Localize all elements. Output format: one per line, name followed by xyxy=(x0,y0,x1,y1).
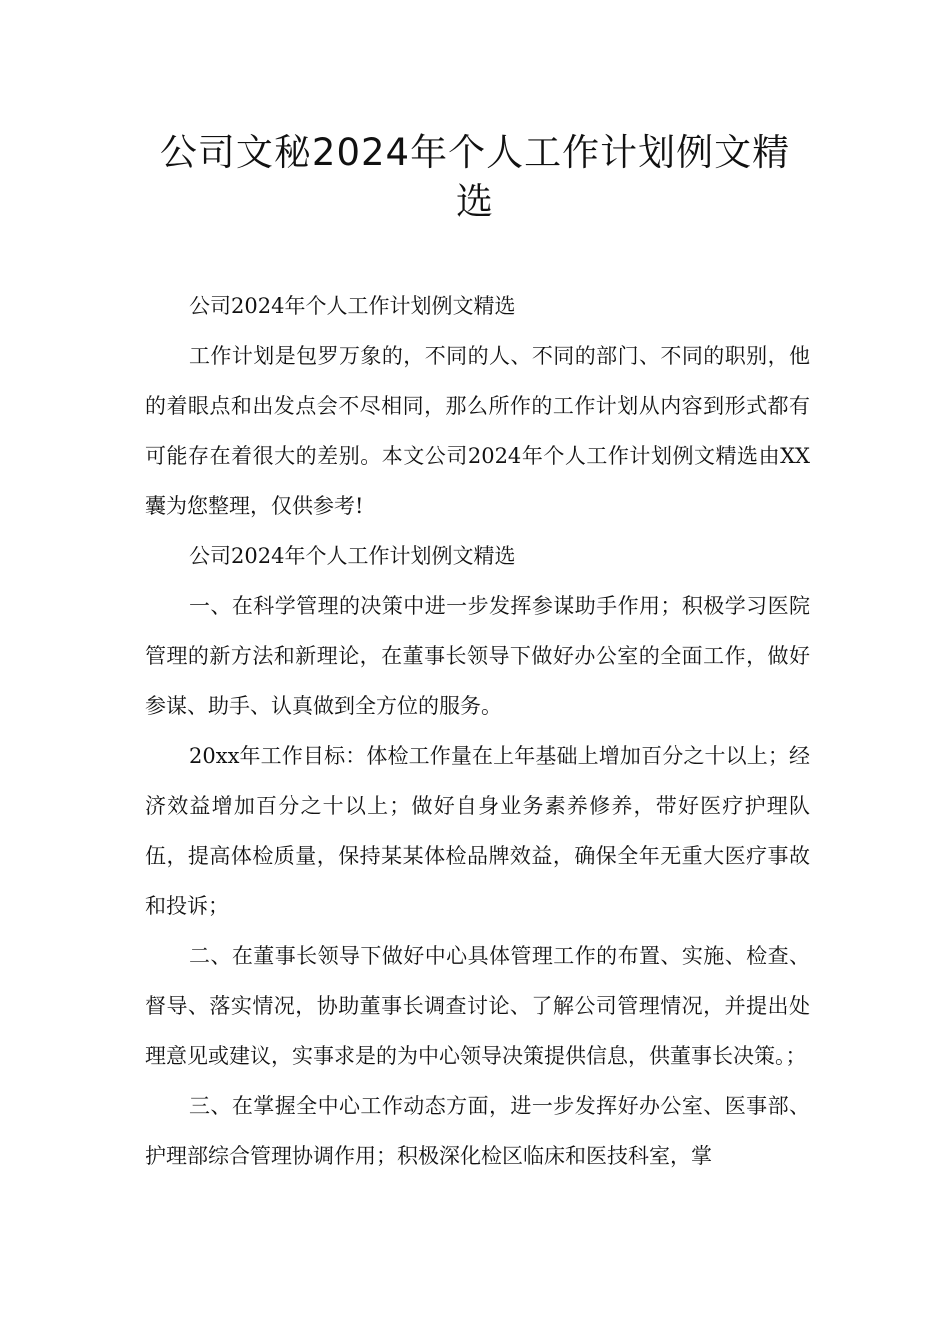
paragraph-item-1: 一、在科学管理的决策中进一步发挥参谋助手作用；积极学习医院管理的新方法和新理论，在董事长领导下做好办公室的全面工作，做好参谋、助手、认真做到全方位的服务。 xyxy=(145,594,810,718)
paragraph-intro: 工作计划是包罗万象的，不同的人、不同的部门、不同的职别，他的着眼点和出发点会不尽相同，那么所作的工作计划从内容到形式都有可能存在着很大的差别。本文公司2024年个人工作计划例文精选由XX囊为您整理，仅供参考! xyxy=(145,344,810,518)
paragraph-subtitle-repeat: 公司2024年个人工作计划例文精选 xyxy=(189,544,516,568)
paragraph-subtitle: 公司2024年个人工作计划例文精选 xyxy=(189,294,516,318)
document-title: 公司文秘2024年个人工作计划例文精选 xyxy=(159,131,791,223)
paragraph-item-2: 二、在董事长领导下做好中心具体管理工作的布置、实施、检查、督导、落实情况，协助董事长调查讨论、了解公司管理情况，并提出处理意见或建议，实事求是的为中心领导决策提供信息，供董事长决策。； xyxy=(145,944,810,1068)
paragraph-item-3: 三、在掌握全中心工作动态方面，进一步发挥好办公室、医事部、护理部综合管理协调作用；积极深化检区临床和医技科室，掌 xyxy=(145,1094,810,1168)
paragraph-annual-goal: 20xx年工作目标：体检工作量在上年基础上增加百分之十以上；经济效益增加百分之十以上；做好自身业务素养修养，带好医疗护理队伍，提高体检质量，保持某某体检品牌效益，确保全年无重大医疗事故和投诉； xyxy=(145,744,810,918)
document-body xyxy=(145,281,810,1181)
